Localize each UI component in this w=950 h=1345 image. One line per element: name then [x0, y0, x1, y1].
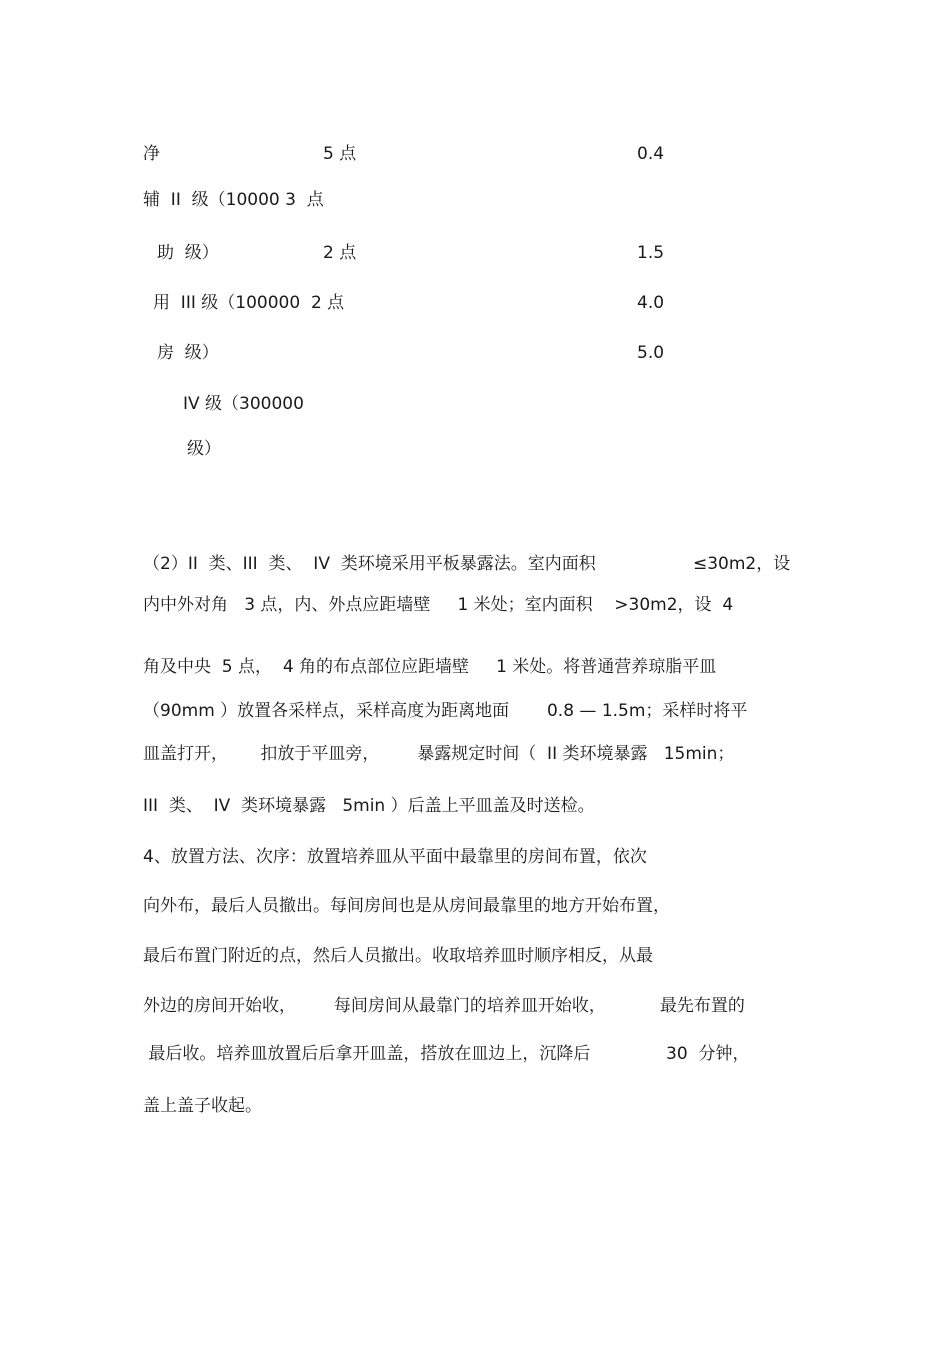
table-cell: 辅 II 级（10000 3 点 [143, 190, 324, 210]
paragraph-line: III 类、 IV 类环境暴露 5min ）后盖上平皿盖及时送检。 [143, 796, 595, 816]
table-cell: 5 点 [323, 144, 357, 164]
table-cell: 0.4 [637, 144, 665, 164]
table-cell: 房 级） [157, 343, 219, 363]
table-cell: 1.5 [637, 243, 665, 263]
table-cell: 5.0 [637, 343, 665, 363]
paragraph-line: 最后收。培养皿放置后后拿开皿盖，搭放在皿边上，沉降后 30 分钟， [143, 1044, 750, 1064]
table-cell: 助 级） [157, 243, 219, 263]
table-cell: IV 级（300000 [183, 394, 304, 414]
paragraph-line: （2）II 类、III 类、 IV 类环境采用平板暴露法。室内面积 [143, 554, 596, 574]
paragraph-line: 最后布置门附近的点，然后人员撤出。收取培养皿时顺序相反，从最 [143, 946, 653, 966]
paragraph-line: 4、放置方法、次序：放置培养皿从平面中最靠里的房间布置，依次 [143, 847, 647, 867]
table-cell: 2 点 [323, 243, 357, 263]
paragraph-line: （90mm ）放置各采样点，采样高度为距离地面 0.8 — 1.5m；采样时将平 [143, 701, 748, 721]
paragraph-line: ≤30m2，设 [693, 554, 791, 574]
table-cell: 4.0 [637, 293, 665, 313]
paragraph-line: 盖上盖子收起。 [143, 1096, 262, 1116]
paragraph-line: 内中外对角 3 点，内、外点应距墙壁 1 米处；室内面积 >30m2，设 4 [143, 595, 734, 615]
paragraph-line: 角及中央 5 点， 4 角的布点部位应距墙壁 1 米处。将普通营养琼脂平皿 [143, 657, 717, 677]
paragraph-line: 向外布，最后人员撤出。每间房间也是从房间最靠里的地方开始布置， [143, 896, 670, 916]
table-cell: 净 [143, 144, 160, 164]
paragraph-line: 皿盖打开， 扣放于平皿旁， 暴露规定时间（ II 类环境暴露 15min； [143, 744, 735, 764]
table-cell: 用 III 级（100000 2 点 [153, 293, 345, 313]
table-cell: 级） [187, 439, 221, 459]
paragraph-line: 外边的房间开始收， 每间房间从最靠门的培养皿开始收， 最先布置的 [143, 996, 745, 1016]
